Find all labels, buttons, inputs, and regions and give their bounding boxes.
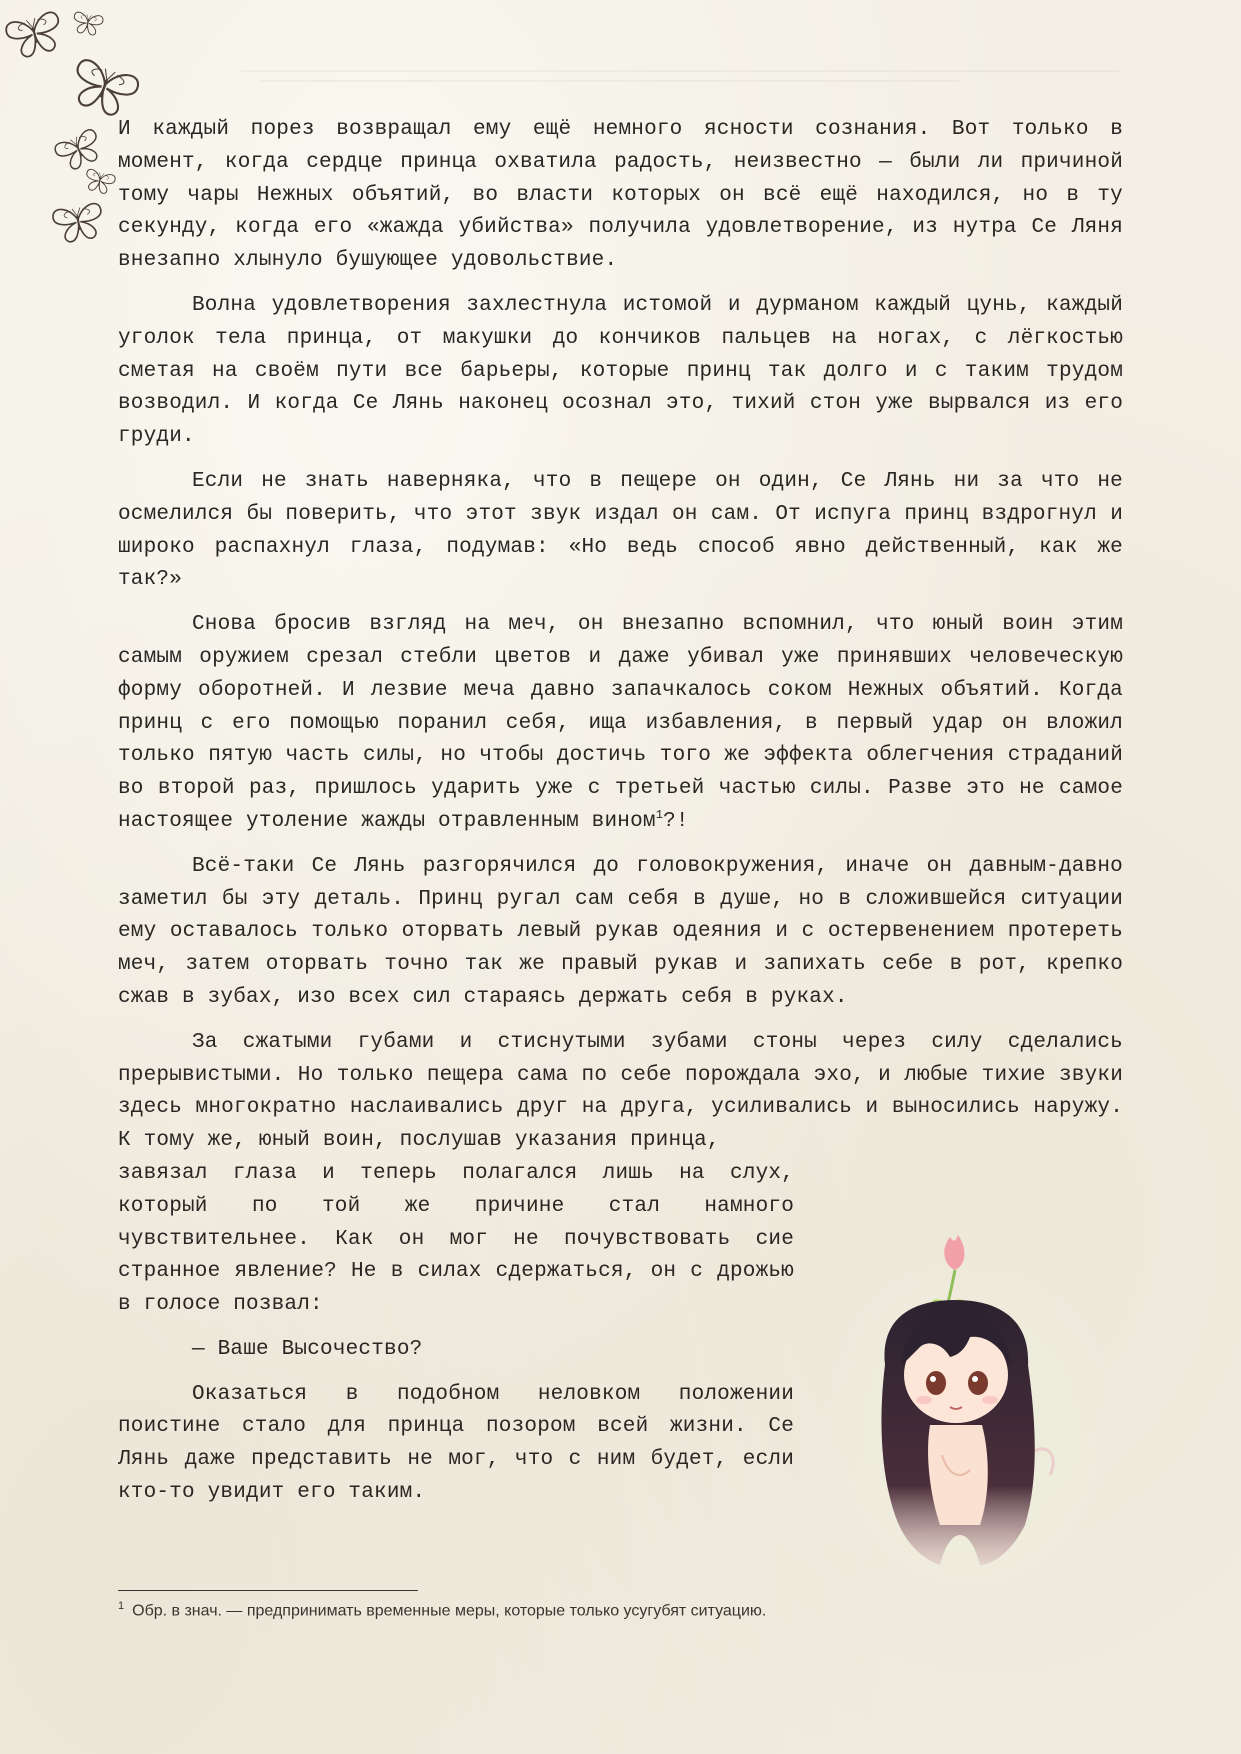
footnote-text: Обр. в знач. — предпринимать временные меры, которые только усугубят ситуацию. [132,1602,767,1620]
paragraph: Волна удовлетворения захлестнула истомой и дурманом каждый цунь, каждый уголок тела принца, от макушки до кончиков пальцев на ногах, с лёгкостью сметая на своём пути все барьеры, которые принц так долго и с таким трудом возводил. И когда Се Лянь наконец осознал это, тихий стон уже вырвался из его груди. [118,293,1123,449]
paragraph-text: Снова бросив взгляд на меч, он внезапно вспомнил, что юный воин этим самым оружием срезал стебли цветов и даже убивал уже принявших человеческую форму оборотней. И лезвие меча давно запачкалось соком Нежных объятий. Когда принц с его помощью поранил себя, ища избавления, в первый удар он вложил только пятую часть силы, но чтобы достичь того же эффекта облегчения страданий во второй раз, пришлось ударить уже с третьей частью силы. Разве это не самое настоящее утоление жажды отравленным вином [118,613,1123,833]
paragraph: Оказаться в подобном неловком положении поистине стало для принца позором всей жизни. Се Лянь даже представить не мог, что с ним будет, если кто-то увидит его таким. [118,1382,794,1505]
chibi-character-illustration [830,1225,1110,1585]
watermark [260,80,960,82]
butterfly-icon [72,11,104,36]
paragraph: Всё-таки Се Лянь разгорячился до головокружения, иначе он давным-давно заметил бы эту деталь. Принц ругал сам себя в душе, но в сложившейся ситуации ему оставалось только оторвать левый рукав одеяния и с остервенением протереть меч, затем оторвать точно так же правый рукав и запихать себе в рот, крепко сжав в зубах, изо всех сил стараясь держать себя в руках. [118,854,1123,1009]
paragraph: Если не знать наверняка, что в пещере он один, Се Лянь ни за что не осмелился бы поверить, что этот звук издал он сам. От испуга принц вздрогнул и широко распахнул глаза, подумав: «Но ведь способ явно действенный, как же так?» [118,469,1123,592]
paragraph-wide-part: За сжатыми губами и стиснутыми зубами стоны через силу сделались прерывистыми. Но только пещера сама по себе порождала эхо, и любые тихие звуки здесь многократно наслаивались друг на друга, усиливались и выносились наружу. К тому же, юный воин, послушав указания принца, [118,1030,1123,1153]
watermark [240,70,1120,72]
footnote-divider [118,1590,418,1591]
footnote-number: 1 [118,1600,125,1612]
paragraph: И каждый порез возвращал ему ещё немного ясности сознания. Вот только в момент, когда сердце принца охватила радость, неизвестно — были ли причиной тому чары Нежных объятий, во власти которых он всё ещё находился, но в ту секунду, когда его «жажда убийства» получила удовлетворение, из нутра Се Ляня внезапно хлынуло бушующее удовольствие. [118,118,1123,273]
dialogue-line: — Ваше Высочество? [192,1337,423,1361]
footnote [118,1600,1118,1620]
butterfly-icon [83,168,116,195]
paragraph-narrow-part: завязал глаза и теперь полагался лишь на слух, который по той же причине стал намного чувствительнее. Как он мог не почувствовать сие странное явление? Не в силах сдержаться, он с дрожью в голосе позвал: [118,1161,794,1317]
butterfly-icon [52,202,106,244]
butterfly-icon [53,128,105,174]
butterfly-icon [66,58,140,121]
paragraph-with-footnote [118,609,1123,839]
footnote-reference[interactable]: 1 [655,807,664,822]
paragraph-tail: ?! [663,809,689,833]
butterfly-icon [4,11,65,61]
